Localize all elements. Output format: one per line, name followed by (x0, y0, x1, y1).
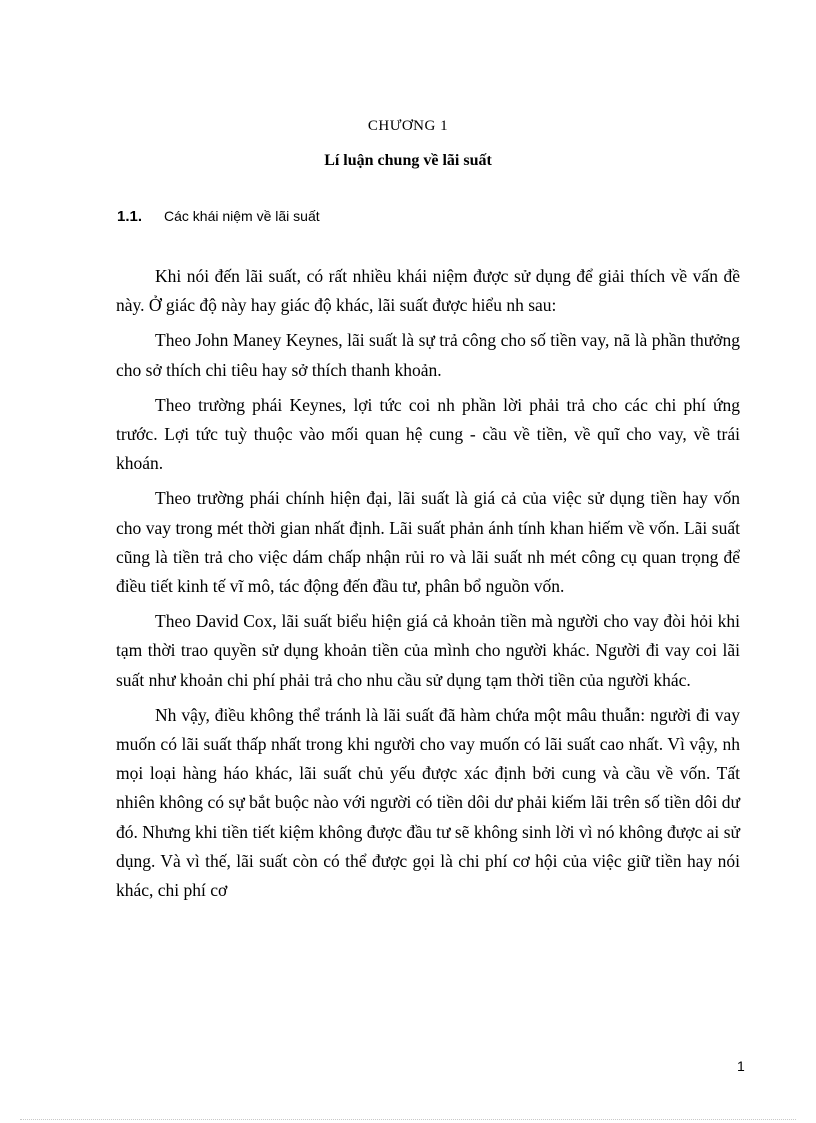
chapter-label: CHƯƠNG 1 (367, 118, 449, 134)
paragraph: Theo John Maney Keynes, lãi suất là sự trả công cho số tiền vay, nã là phần thưởng cho sở thích chi tiêu hay sở thích thanh khoản. (116, 330, 740, 380)
paragraph: Theo trường phái Keynes, lợi tức coi nh phần lời phải trả cho các chi phí ứng trước. Lợi tức tuỳ thuộc vào mối quan hệ cung - cầu về tiền, về quĩ cho vay, về trái khoán. (116, 394, 740, 474)
paragraph: Nh vậy, điều không thể tránh là lãi suất đã hàm chứa một mâu thuẫn: người đi vay muốn có lãi suất thấp nhất trong khi người cho vay muốn có lãi suất cao nhất. Vì vậy, nh mọi loại hàng háo khác, lãi suất chủ yếu được xác định bởi cung và cầu về vốn. Tất nhiên không có sự bắt buộc nào với người có tiền dôi dư phải kiếm lãi trên số tiền dôi dư đó. Nhưng khi tiền tiết kiệm không được đầu tư sẽ không sinh lời vì nó không được ai sử dụng. Và vì thế, lãi suất còn có thể được gọi là chi phí cơ hội của việc giữ tiền hay nói khác, chi phí cơ (116, 704, 740, 901)
section-title: Các khái niệm về lãi suất (164, 208, 320, 224)
page-number: 1 (737, 1058, 745, 1074)
paragraph: Theo David Cox, lãi suất biểu hiện giá cả khoản tiền mà người cho vay đòi hỏi khi tạm thời trao quyền sử dụng khoản tiền của mình cho người khác. Người đi vay coi lãi suất như khoản chi phí phải trả cho nhu cầu sử dụng tạm thời tiền của người khác. (116, 611, 740, 690)
paragraph: Khi nói đến lãi suất, có rất nhiều khái niệm được sử dụng để giải thích về vấn đề này. Ở giác độ này hay giác độ khác, lãi suất được hiểu nh sau: (116, 266, 740, 316)
chapter-title: Lí luận chung về lãi suất (324, 152, 492, 169)
section-heading (117, 208, 717, 232)
body-text (116, 262, 740, 911)
section-number: 1.1. (117, 208, 143, 225)
page-bottom-divider (20, 1119, 796, 1120)
paragraph: Theo trường phái chính hiện đại, lãi suất là giá cả của việc sử dụng tiền hay vốn cho vay trong mét thời gian nhất định. Lãi suất phản ánh tính khan hiếm về vốn. Lãi suất cũng là tiền trả cho việc dám chấp nhận rủi ro và lãi suất nh mét công cụ quan trọng để điều tiết kinh tế vĩ mô, tác động đến đầu tư, phân bổ nguồn vốn. (116, 488, 740, 597)
